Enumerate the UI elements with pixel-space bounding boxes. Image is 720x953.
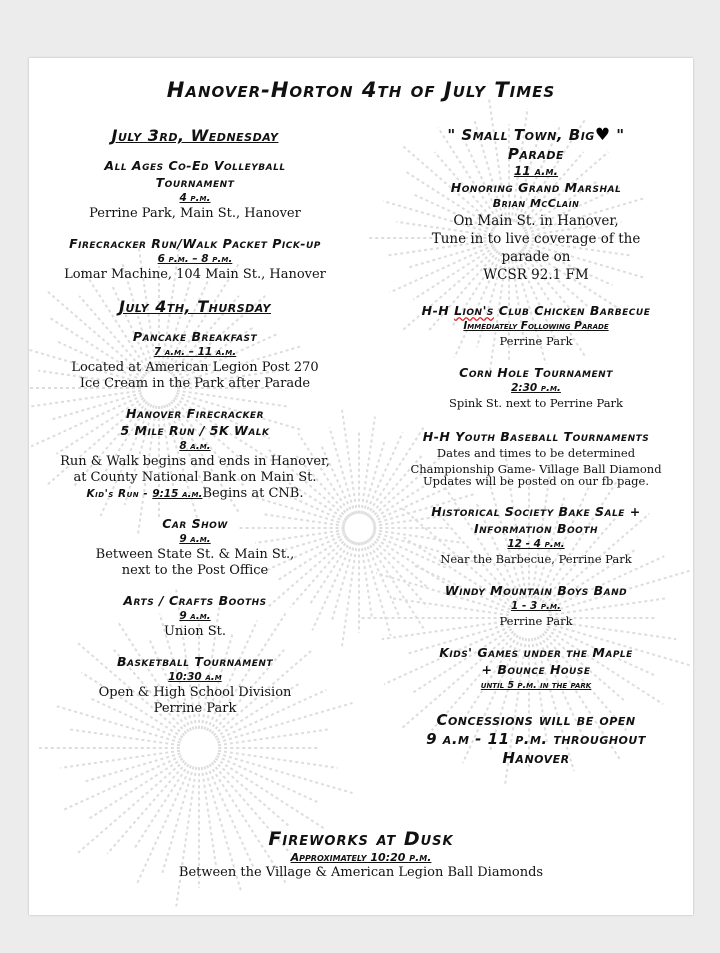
event-time: 12 - 4 p.m.: [507, 538, 565, 550]
flyer-title: Hanover-Horton 4th of July Times: [166, 78, 556, 102]
firework-ray: [214, 761, 290, 827]
event-subtitle: Information Booth: [474, 521, 598, 536]
event-location: Spink St. next to Perrine Park: [448, 396, 624, 410]
event-time: 4 p.m.: [179, 192, 211, 204]
event-location: next to the Post Office: [121, 563, 269, 578]
event-time: 8 a.m.: [179, 440, 211, 452]
event-desc: Run & Walk begins and ends in Hanover,: [60, 454, 330, 469]
bbq-title-suffix: Club Chicken Barbecue: [493, 303, 651, 318]
event-basketball: [35, 653, 355, 717]
event-arts-crafts: [35, 592, 355, 640]
event-time: 10:30 a.m: [168, 671, 222, 683]
event-title: H-H Youth Baseball Tournaments: [422, 429, 650, 444]
event-bake-sale: [383, 503, 689, 566]
event-time: 9 a.m.: [179, 610, 211, 622]
event-title: Pancake Breakfast: [132, 329, 258, 344]
concessions-line: Concessions will be open: [436, 711, 636, 729]
fireworks-title: Fireworks at Dusk: [268, 828, 454, 850]
event-desc: at County National Bank on Main St.: [73, 470, 317, 485]
kids-run-time: 9:15 a.m.: [152, 488, 203, 500]
concessions-line: Hanover: [502, 749, 570, 767]
event-corn-hole: [383, 364, 689, 410]
event-title: Kids' Games under the Maple: [439, 645, 633, 660]
event-desc: Tune in to live coverage of the: [431, 231, 641, 247]
event-title: Basketball Tournament: [116, 654, 274, 669]
event-location: Between State St. & Main St.,: [95, 547, 295, 562]
event-car-show: [35, 515, 355, 579]
event-pancake-breakfast: [35, 328, 355, 392]
event-location: Perrine Park: [499, 614, 573, 628]
bbq-title-club: Lion's: [454, 303, 494, 318]
event-note: Ice Cream in the Park after Parade: [79, 376, 311, 391]
event-time: 2:30 p.m.: [511, 382, 561, 394]
firework-ray: [63, 756, 182, 810]
event-title: All Ages Co-Ed Volleyball Tournament: [104, 158, 286, 190]
parade-marshal: Honoring Grand Marshal: [450, 180, 622, 195]
event-title: Hanover Firecracker: [125, 406, 265, 421]
fireworks-location: Between the Village & American Legion Ball Diamonds: [178, 865, 544, 880]
event-title: Historical Society Bake Sale +: [431, 504, 641, 519]
heart-icon: ♥: [594, 125, 611, 145]
event-band: [383, 582, 689, 628]
firework-ray: [90, 758, 183, 818]
event-time: 1 - 3 p.m.: [510, 600, 561, 612]
kids-run-line: [35, 486, 355, 502]
event-time: 11 a.m.: [513, 164, 559, 178]
parade-title: [383, 126, 689, 145]
event-location: Perrine Park: [153, 701, 237, 716]
event-packet-pickup: [35, 235, 355, 283]
event-desc: On Main St. in Hanover,: [453, 213, 619, 229]
event-time: Immediately Following Parade: [463, 320, 609, 332]
marshal-name: Brian McClain: [492, 197, 580, 210]
event-time: 7 a.m. – 11 a.m.: [153, 346, 237, 358]
event-title: Car Show: [162, 516, 228, 531]
event-title: Firecracker Run/Walk Packet Pick-up: [69, 236, 321, 251]
day-heading-july-4: July 4th, Thursday: [119, 297, 271, 316]
parade-title-line2: Parade: [507, 145, 565, 163]
event-firecracker-run: [35, 405, 355, 502]
event-time: 6 p.m. – 8 p.m.: [157, 253, 233, 265]
right-column: [383, 126, 689, 781]
fireworks-time: Approximately 10:20 p.m.: [290, 851, 432, 864]
kids-run-label: Kid's Run -: [86, 488, 153, 500]
event-location: Located at American Legion Post 270: [71, 360, 319, 375]
concessions-notice: [383, 711, 689, 768]
flyer-sheet: [29, 58, 693, 915]
event-title: Corn Hole Tournament: [459, 365, 613, 380]
event-youth-baseball: [383, 428, 689, 487]
left-column: [35, 126, 355, 730]
fireworks-section: [29, 828, 693, 881]
firework-ray: [361, 417, 375, 514]
radio-station: WCSR 92.1 FM: [483, 267, 589, 283]
event-location: Lomar Machine, 104 Main St., Hanover: [64, 267, 326, 282]
event-location: Perrine Park: [499, 334, 573, 348]
day-heading-july-3: July 3rd, Wednesday: [111, 126, 279, 145]
event-desc: Dates and times to be determined: [436, 446, 636, 460]
event-subtitle: 5 Mile Run / 5K Walk: [120, 423, 270, 438]
event-kids-games: [383, 644, 689, 693]
parade-title-text: " Small Town, Big: [447, 126, 595, 144]
event-title: [383, 302, 689, 319]
event-location: Union St.: [163, 624, 227, 639]
event-location: Perrine Park, Main St., Hanover: [89, 206, 301, 221]
event-chicken-bbq: [383, 302, 689, 348]
event-location: Near the Barbecue, Perrine Park: [440, 552, 632, 566]
event-title: Arts / Crafts Booths: [123, 593, 267, 608]
event-desc: parade on: [501, 249, 571, 265]
event-time: 9 a.m.: [179, 533, 211, 545]
event-desc: Updates will be posted on our fb page.: [422, 474, 650, 488]
parade-title-quote: ": [610, 126, 625, 144]
kids-run-desc: Begins at CNB.: [202, 486, 304, 501]
event-time: until 5 p.m. in the park: [480, 680, 592, 691]
bbq-title-prefix: H-H: [421, 303, 455, 318]
event-volleyball: [35, 157, 355, 222]
event-parade: [383, 126, 689, 284]
event-subtitle: + Bounce House: [481, 662, 591, 677]
event-title: Windy Mountain Boys Band: [444, 583, 628, 598]
event-desc: Championship Game- Village Ball Diamond: [410, 462, 662, 476]
concessions-line: 9 a.m - 11 p.m. throughout: [426, 730, 646, 748]
event-desc: Open & High School Division: [98, 685, 292, 700]
